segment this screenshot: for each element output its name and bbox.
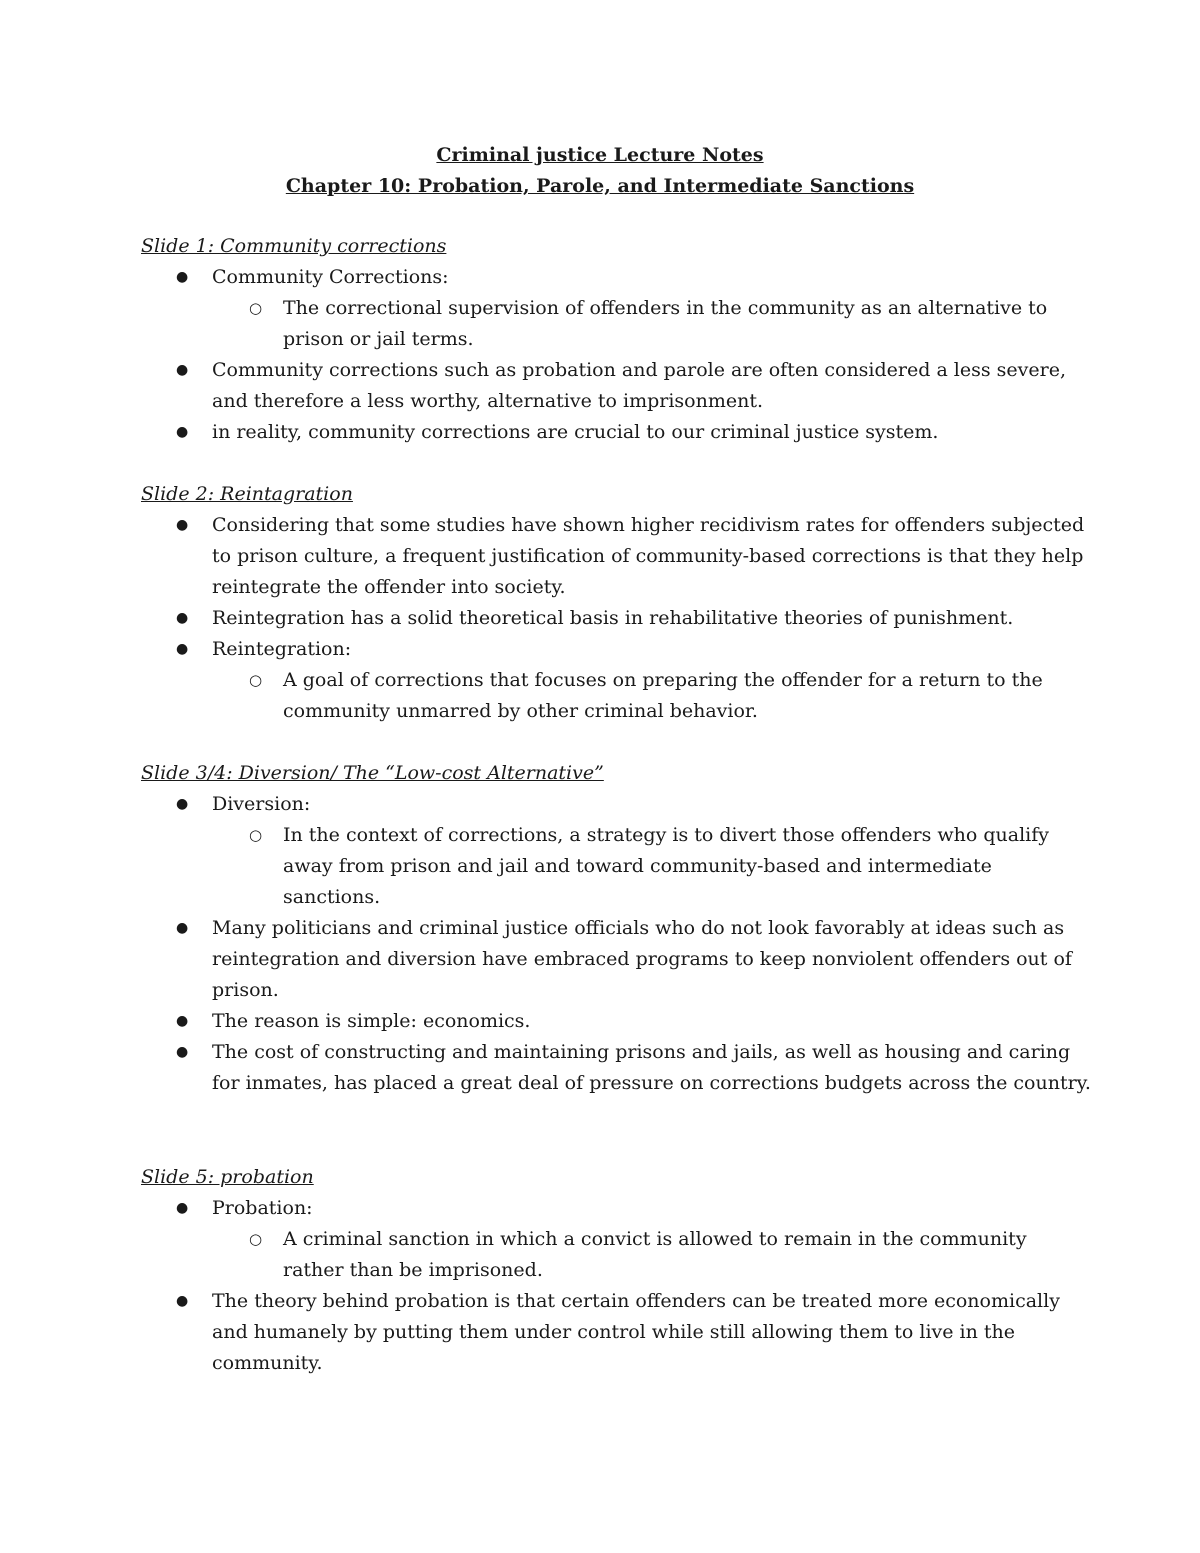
- bullet-disc-icon: ●: [176, 424, 189, 440]
- bullet-circle-icon: ○: [249, 671, 263, 689]
- bullet-circle-icon: ○: [249, 299, 263, 317]
- bullet-disc-icon: ●: [176, 269, 189, 285]
- bullet-disc-icon: ●: [176, 362, 189, 378]
- document-title: Criminal justice Lecture Notes: [436, 144, 764, 166]
- list-item: Diversion:: [212, 793, 311, 815]
- bullet-disc-icon: ●: [176, 1013, 189, 1029]
- list-item: The cost of constructing and maintaining prisons and jails, as well as housing and caring for inmates, has placed a great deal of pressure on corrections budgets across the country.: [212, 1041, 1091, 1094]
- bullet-circle-icon: ○: [249, 826, 263, 844]
- section-heading-slide-5: Slide 5: probation: [141, 1166, 314, 1188]
- sub-list-item: A goal of corrections that focuses on preparing the offender for a return to the community unmarred by other criminal behavior.: [283, 669, 1043, 722]
- list-item: Community corrections such as probation and parole are often considered a less severe, and therefore a less worthy, alternative to imprisonment.: [212, 359, 1067, 412]
- section-heading-slide-3-4: Slide 3/4: Diversion/ The “Low-cost Alternative”: [141, 762, 604, 784]
- section-heading-slide-1: Slide 1: Community corrections: [141, 235, 447, 257]
- bullet-disc-icon: ●: [176, 920, 189, 936]
- bullet-disc-icon: ●: [176, 517, 189, 533]
- section-heading-slide-2: Slide 2: Reintagration: [141, 483, 353, 505]
- sub-list-item: In the context of corrections, a strategy is to divert those offenders who qualify away from prison and jail and toward community-based and intermediate sanctions.: [283, 824, 1049, 908]
- bullet-disc-icon: ●: [176, 1200, 189, 1216]
- bullet-disc-icon: ●: [176, 610, 189, 626]
- list-item: The theory behind probation is that certain offenders can be treated more economically and humanely by putting them under control while still allowing them to live in the community.: [212, 1290, 1060, 1374]
- list-item: Probation:: [212, 1197, 313, 1219]
- bullet-circle-icon: ○: [249, 1230, 263, 1248]
- list-item: in reality, community corrections are crucial to our criminal justice system.: [212, 421, 939, 443]
- list-item: Many politicians and criminal justice officials who do not look favorably at ideas such as reintegration and diversion have embraced programs to keep nonviolent offenders out of prison.: [212, 917, 1072, 1001]
- list-item: Reintegration:: [212, 638, 352, 660]
- list-item: Community Corrections:: [212, 266, 449, 288]
- chapter-title: Chapter 10: Probation, Parole, and Intermediate Sanctions: [285, 175, 915, 197]
- bullet-disc-icon: ●: [176, 641, 189, 657]
- list-item: The reason is simple: economics.: [212, 1010, 531, 1032]
- sub-list-item: The correctional supervision of offenders in the community as an alternative to prison or jail terms.: [283, 297, 1048, 350]
- bullet-disc-icon: ●: [176, 1293, 189, 1309]
- list-item: Reintegration has a solid theoretical basis in rehabilitative theories of punishment.: [212, 607, 1014, 629]
- bullet-disc-icon: ●: [176, 796, 189, 812]
- list-item: Considering that some studies have shown higher recidivism rates for offenders subjected to prison culture, a frequent justification of community-based corrections is that they help reintegrate the offender into society.: [212, 514, 1085, 598]
- sub-list-item: A criminal sanction in which a convict is allowed to remain in the community rather than be imprisoned.: [283, 1228, 1027, 1281]
- bullet-disc-icon: ●: [176, 1044, 189, 1060]
